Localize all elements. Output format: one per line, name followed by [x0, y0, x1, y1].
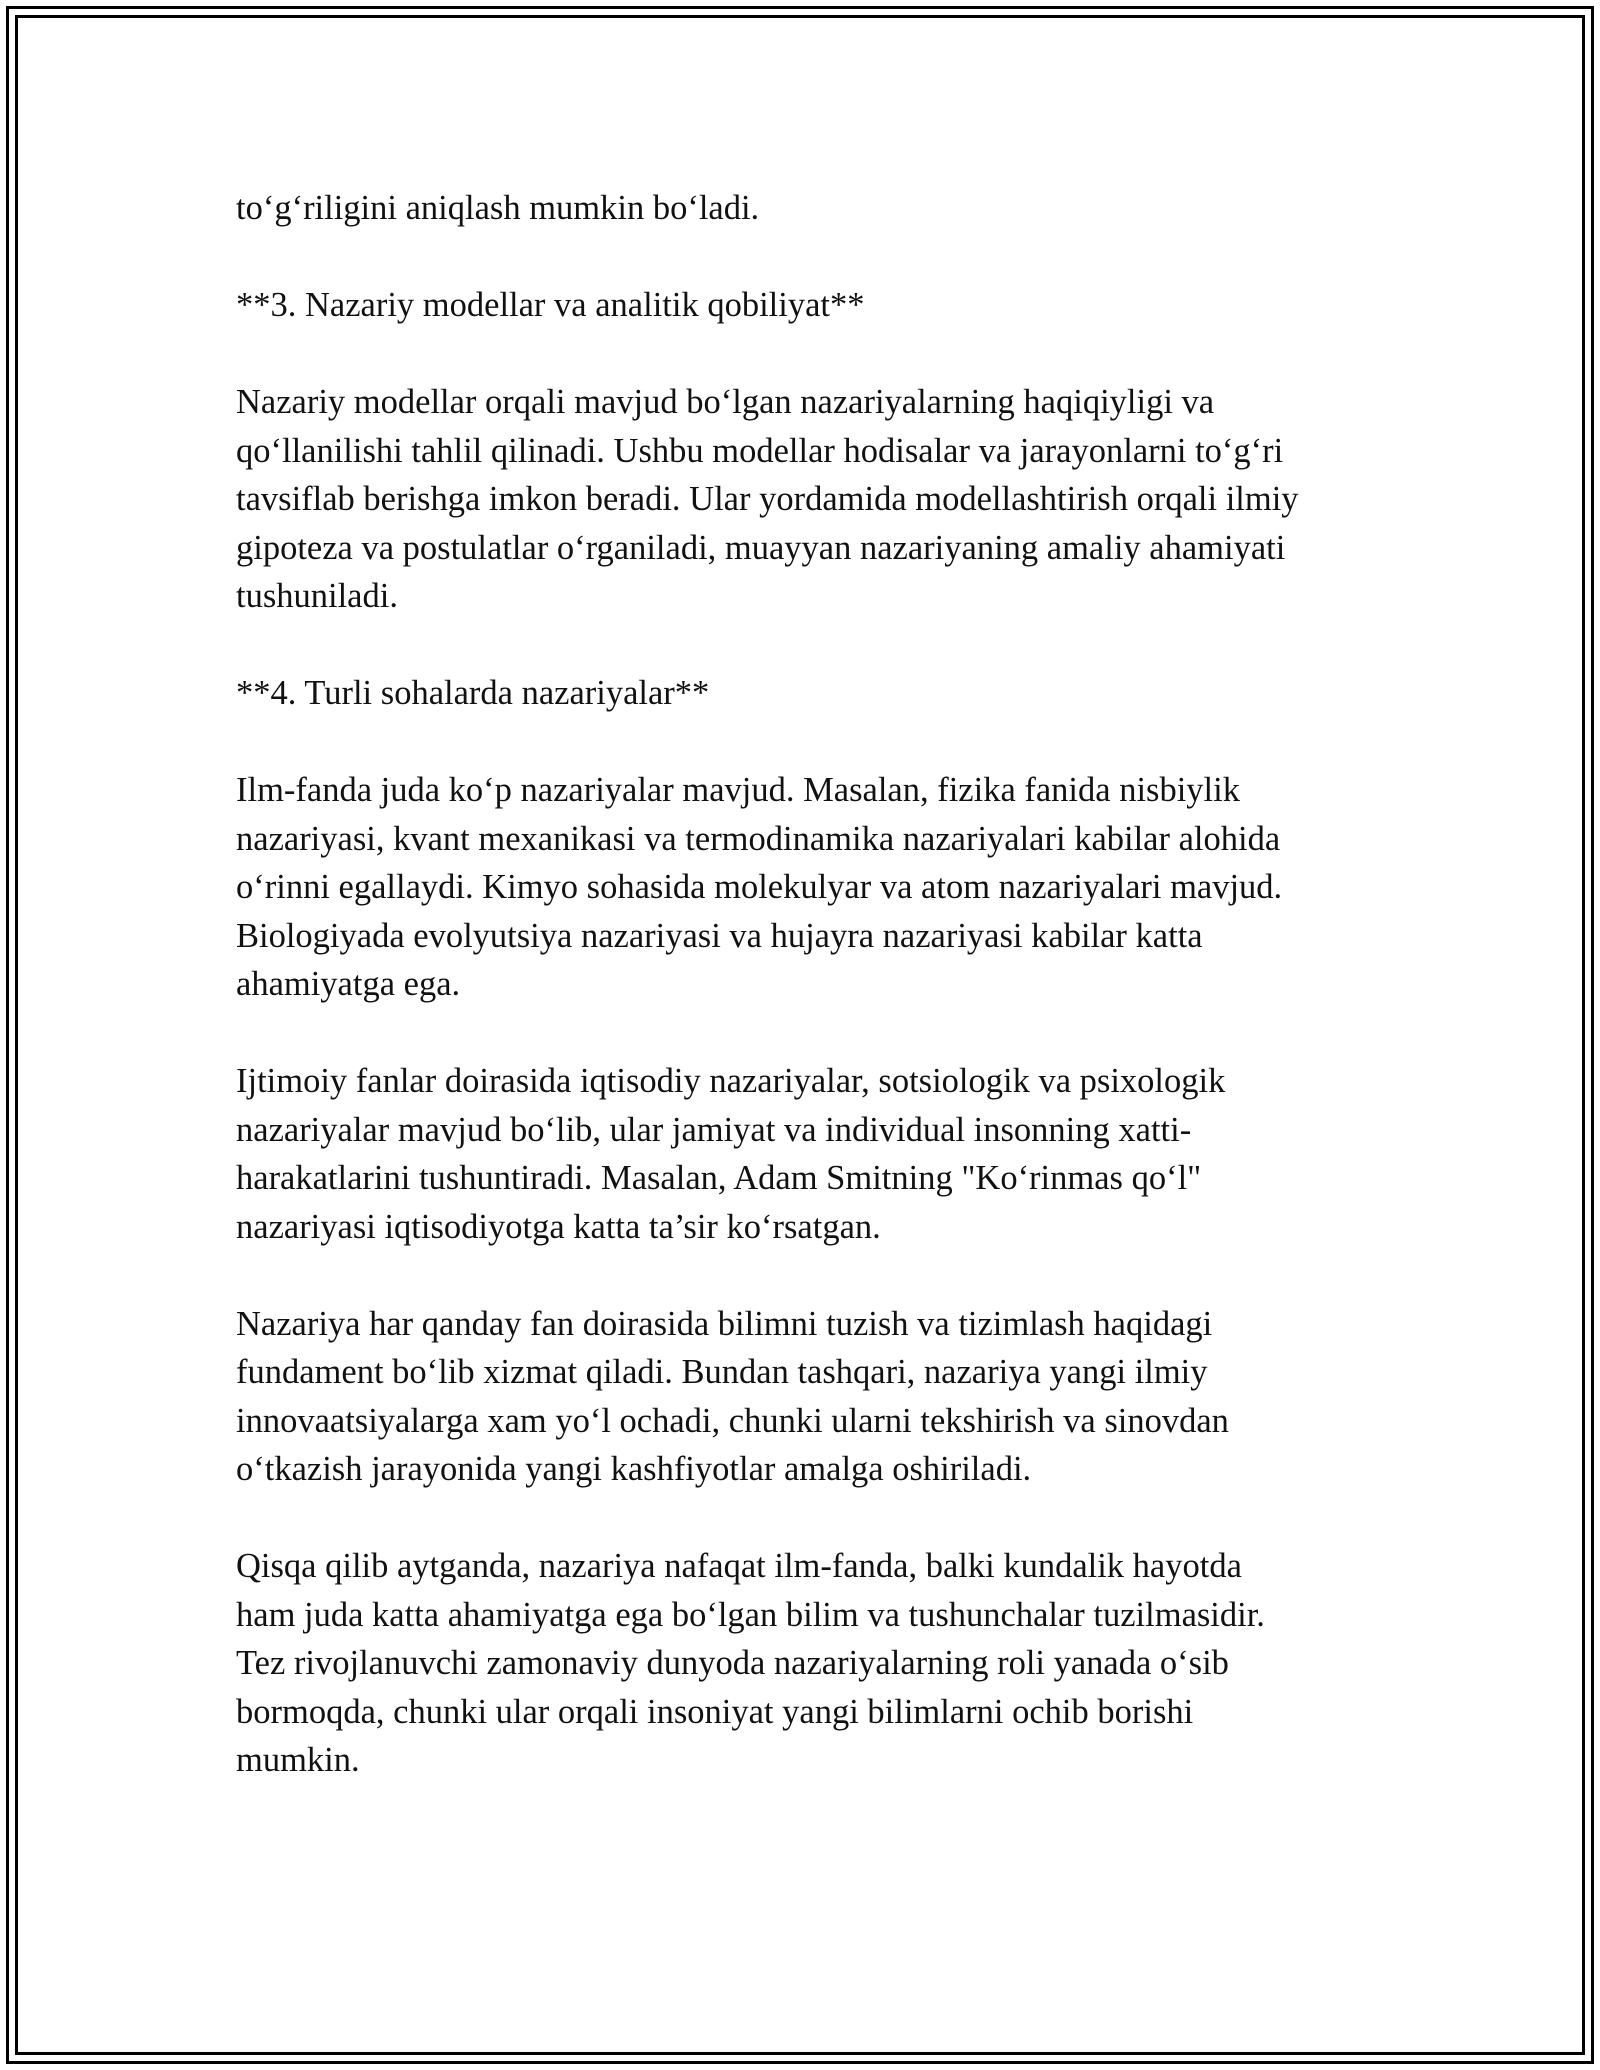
- text-line: o‘rinni egallaydi. Kimyo sohasida molekulyar va atom nazariyalari mavjud.: [236, 868, 1283, 906]
- text-line: Ijtimoiy fanlar doirasida iqtisodiy nazariyalar, sotsiologik va psixologik: [236, 1062, 1226, 1100]
- text-line: Qisqa qilib aytganda, nazariya nafaqat ilm-fanda, balki kundalik hayotda: [236, 1547, 1242, 1585]
- text-line: to‘g‘riligini aniqlash mumkin bo‘ladi.: [236, 189, 760, 227]
- text-line: innovaatsiyalarga xam yo‘l ochadi, chunki ularni tekshirish va sinovdan: [236, 1401, 1229, 1440]
- section-heading: [236, 281, 1406, 330]
- text-line: gipoteza va postulatlar o‘rganiladi, muayyan nazariyaning amaliy ahamiyati: [236, 528, 1286, 567]
- paragraph: [236, 378, 1406, 621]
- text-line: mumkin.: [236, 1741, 360, 1779]
- text-line: o‘tkazish jarayonida yangi kashfiyotlar amalga oshiriladi.: [236, 1450, 1032, 1488]
- text-line: Nazariya har qanday fan doirasida bilimni tuzish va tizimlash haqidagi: [236, 1304, 1213, 1343]
- text-line: bormoqda, chunki ular orqali insoniyat yangi bilimlarni ochib borishi: [236, 1692, 1194, 1731]
- text-line: fundament bo‘lib xizmat qiladi. Bundan tashqari, nazariya yangi ilmiy: [236, 1353, 1208, 1391]
- heading-line: **4. Turli sohalarda nazariyalar**: [236, 674, 710, 712]
- paragraph: [236, 1542, 1406, 1785]
- text-line: Tez rivojlanuvchi zamonaviy dunyoda nazariyalarning roli yanada o‘sib: [236, 1644, 1229, 1682]
- text-line: harakatlarini tushuntiradi. Masalan, Adam Smitning "Ko‘rinmas qo‘l": [236, 1159, 1202, 1197]
- text-line: tushuniladi.: [236, 577, 398, 615]
- paragraph: [236, 184, 1406, 233]
- text-line: Nazariy modellar orqali mavjud bo‘lgan nazariyalarning haqiqiyligi va: [236, 383, 1215, 421]
- text-line: ahamiyatga ega.: [236, 965, 461, 1003]
- paragraph: [236, 1057, 1406, 1251]
- text-line: ham juda katta ahamiyatga ega bo‘lgan bilim va tushunchalar tuzilmasidir.: [236, 1595, 1265, 1634]
- text-line: nazariyalar mavjud bo‘lib, ular jamiyat va individual insonning xatti-: [236, 1110, 1192, 1149]
- text-line: Ilm-fanda juda ko‘p nazariyalar mavjud. Masalan, fizika fanida nisbiylik: [236, 771, 1240, 809]
- text-line: qo‘llanilishi tahlil qilinadi. Ushbu modellar hodisalar va jarayonlarni to‘g‘ri: [236, 431, 1284, 470]
- document-body: [236, 184, 1406, 1833]
- text-line: Biologiyada evolyutsiya nazariyasi va hujayra nazariyasi kabilar katta: [236, 916, 1203, 955]
- text-line: nazariyasi iqtisodiyotga katta ta’sir ko‘rsatgan.: [236, 1207, 881, 1246]
- paragraph: [236, 1300, 1406, 1494]
- text-line: nazariyasi, kvant mexanikasi va termodinamika nazariyalari kabilar alohida: [236, 819, 1281, 858]
- text-line: tavsiflab berishga imkon beradi. Ular yordamida modellashtirish orqali ilmiy: [236, 480, 1299, 518]
- section-heading: [236, 669, 1406, 718]
- paragraph: [236, 766, 1406, 1009]
- heading-line: **3. Nazariy modellar va analitik qobiliyat**: [236, 286, 865, 324]
